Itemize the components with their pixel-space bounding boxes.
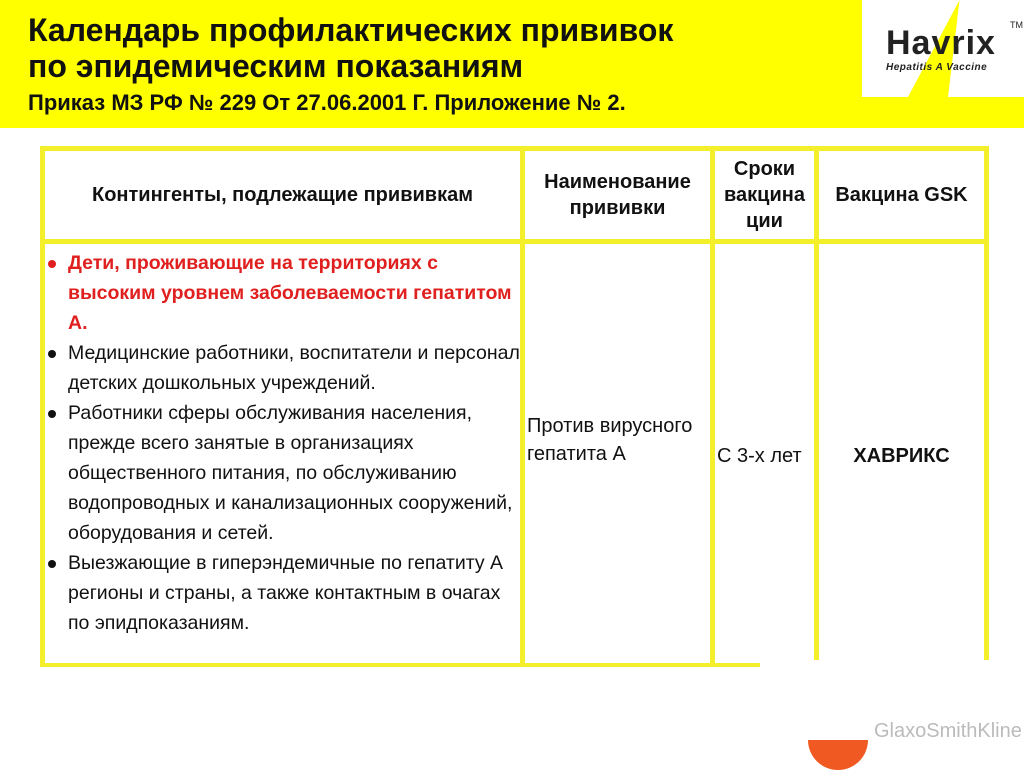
contingent-text: Выезжающие в гиперэндемичные по гепатиту А регионы и страны, а также контактным в очагах по эпидпоказаниям. (68, 552, 504, 634)
vaccination-name-cell: Против вирусного гепатита А (527, 415, 693, 465)
vaccine-cell: ХАВРИКС (853, 445, 950, 467)
list-item (46, 548, 524, 638)
logo-trademark: TM (1010, 20, 1023, 30)
list-item (46, 248, 524, 338)
table-border-right (984, 146, 989, 667)
vaccination-table (40, 146, 989, 666)
header-terms-line-2: вакцина (724, 184, 805, 206)
logo-tagline: Hepatitis A Vaccine (886, 62, 988, 73)
header-vaccine-gsk: Вакцина GSK (835, 184, 968, 206)
page-title (28, 12, 673, 84)
contingent-text: Медицинские работники, воспитатели и персонал детских дошкольных учреждений. (68, 342, 520, 394)
bullet-icon (48, 350, 56, 358)
header-terms-line-3: ции (746, 210, 783, 232)
terms-cell: С 3-х лет (717, 445, 802, 467)
header-terms-line-1: Сроки (733, 158, 796, 180)
list-item (46, 338, 524, 398)
havrix-logo (862, 0, 1024, 97)
title-line-2: по эпидемическим показаниям (28, 48, 524, 84)
contingents-list (46, 248, 524, 638)
bullet-icon (48, 260, 56, 268)
header-terms (715, 151, 814, 239)
overlay-patch (760, 660, 1024, 680)
title-line-1: Календарь профилактических прививок (28, 12, 674, 48)
header-vaccination-name: Наименование прививки (544, 171, 691, 219)
list-item (46, 398, 524, 548)
gsk-logo (808, 700, 1024, 768)
header-contingents: Контингенты, подлежащие прививкам (91, 184, 474, 206)
bullet-icon (48, 410, 56, 418)
order-reference: Приказ МЗ РФ № 229 От 27.06.2001 Г. Приложение № 2. (28, 90, 626, 115)
gsk-semicircle-icon (808, 710, 868, 770)
gsk-company-name: GlaxoSmithKline (874, 720, 1022, 742)
logo-wordmark: Havrix (886, 24, 996, 62)
contingent-text: Дети, проживающие на территориях с высоким уровнем заболеваемости гепатитом А. (68, 252, 512, 334)
table-header-divider (40, 239, 989, 244)
contingent-text: Работники сферы обслуживания населения, прежде всего занятые в организациях общественного питания, по обслуживанию водопроводных и канализационных сооружений, оборудования и сетей. (68, 402, 513, 544)
header-banner (0, 0, 1024, 128)
bullet-icon (48, 560, 56, 568)
